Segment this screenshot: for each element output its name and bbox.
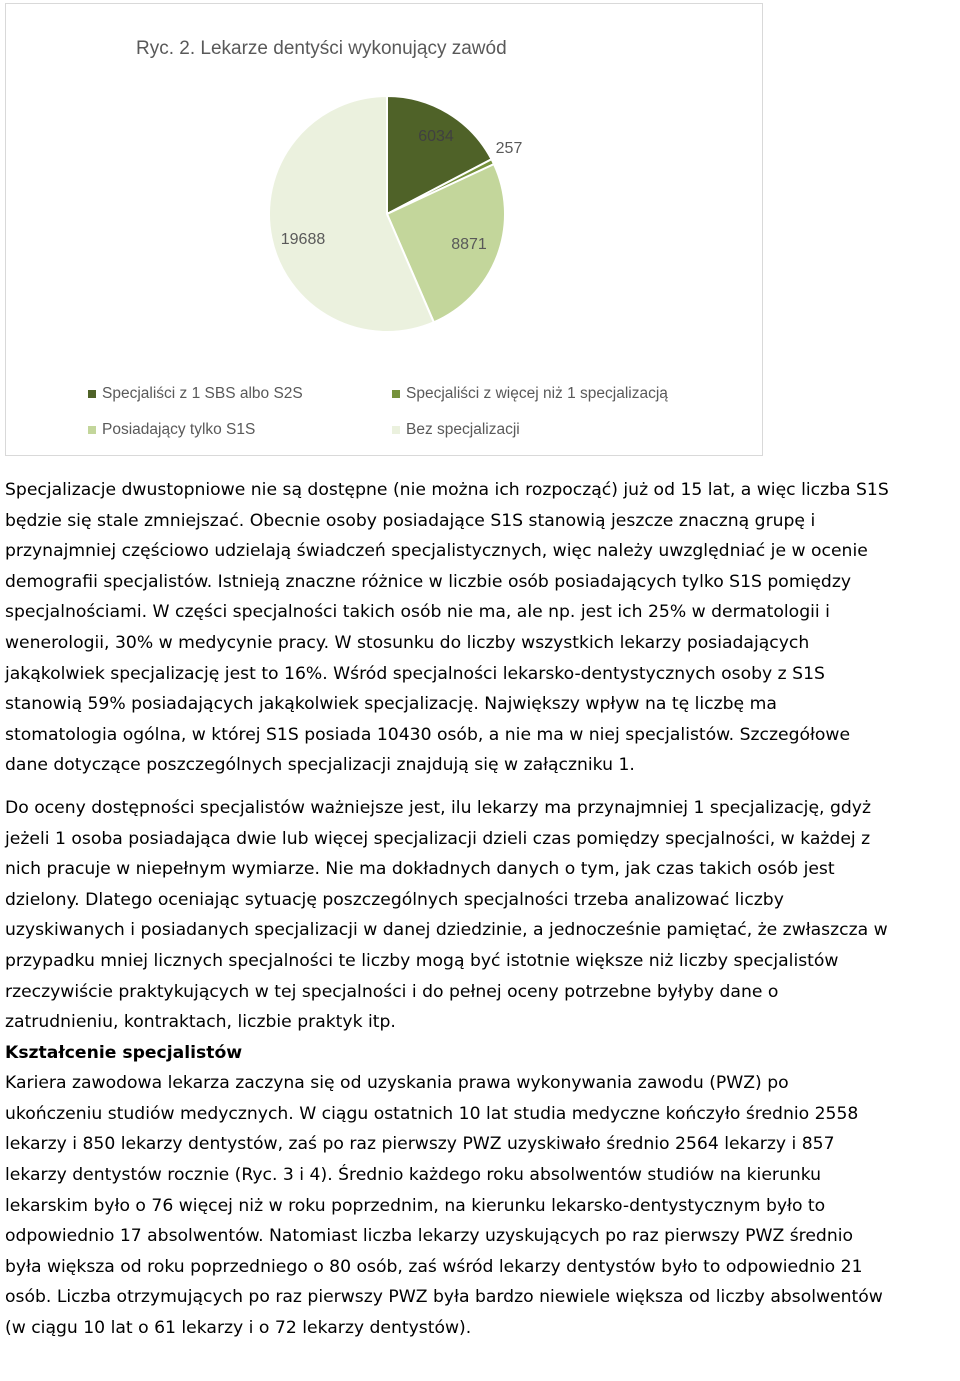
legend-swatch-2 bbox=[392, 390, 400, 398]
document-body bbox=[5, 475, 960, 1344]
legend-item-3 bbox=[88, 421, 255, 439]
pie-data-label-1: 6034 bbox=[418, 128, 454, 145]
legend-item-2 bbox=[392, 385, 668, 403]
pie-data-label-4: 19688 bbox=[280, 231, 326, 248]
section-heading: Kształcenie specjalistów bbox=[5, 1042, 243, 1063]
legend-item-1 bbox=[88, 385, 303, 403]
legend-item-4 bbox=[392, 421, 520, 439]
legend-swatch-4 bbox=[392, 426, 400, 434]
paragraph-kariera: Kariera zawodowa lekarza zaczyna się od uzyskania prawa wykonywania zawodu (PWZ) po ukończeniu studiów medycznych. W ciągu ostatnich 10 lat studia medyczne kończyło średnio 2558 lekarzy i 850 lekarzy dentystów, zaś po raz pierwszy PWZ uzyskiwało średnio 2564 lekarzy i 857 lekarzy dentystów rocznie (Ryc. 3 i 4). Średnio każdego roku absolwentów studiów na kierunku lekarskim było o 76 więcej niż w roku poprzednim, na kierunku lekarsko-dentystycznym było to odpowiednio 17 absolwentów. Natomiast liczba lekarzy uzyskujących po raz pierwszy PWZ średnio była większa od roku poprzedniego o 80 osób, zaś wśród lekarzy dentystów było to odpowiednio 21 osób. Liczba otrzymujących po raz pierwszy PWZ była bardzo niewiele większa od liczby absolwentów (w ciągu 10 lat o 61 lekarzy i o 72 lekarzy dentystów). bbox=[5, 1073, 883, 1339]
pie-data-label-3: 8871 bbox=[451, 236, 487, 253]
legend-label-1: Specjaliści z 1 SBS albo S2S bbox=[102, 385, 303, 402]
legend-label-2: Specjaliści z więcej niż 1 specjalizacją bbox=[406, 385, 668, 402]
pie-data-label-2: 257 bbox=[495, 140, 523, 157]
legend-label-4: Bez specjalizacji bbox=[406, 421, 520, 438]
legend-swatch-3 bbox=[88, 426, 96, 434]
chart-title: Ryc. 2. Lekarze dentyści wykonujący zawód bbox=[136, 38, 507, 59]
legend-label-3: Posiadający tylko S1S bbox=[102, 421, 256, 438]
chart-frame bbox=[5, 3, 763, 456]
legend-swatch-1 bbox=[88, 390, 96, 398]
paragraph-dostepnosc: Do oceny dostępności specjalistów ważniejsze jest, ilu lekarzy ma przynajmniej 1 specjalizację, gdyż jeżeli 1 osoba posiadająca dwie lub więcej specjalizacji dzieli czas pomiędzy specjalności, w każdej z nich pracuje w niepełnym wymiarze. Nie ma dokładnych danych o tym, jak czas takich osób jest dzielony. Dlatego oceniając sytuację poszczególnych specjalności trzeba analizować liczby uzyskiwanych i posiadanych specjalizacji w danej dziedzinie, a jednocześnie pamiętać, że zwłaszcza w przypadku mniej licznych specjalności te liczby mogą być istotnie większe niż liczby specjalistów rzeczywiście praktykujących w tej specjalności i do pełnej oceny potrzebne byłyby dane o zatrudnieniu, kontraktach, liczbie praktyk itp. bbox=[5, 797, 888, 1033]
paragraph-specjalizacje: Specjalizacje dwustopniowe nie są dostępne (nie można ich rozpocząć) już od 15 lat, a więc liczba S1S będzie się stale zmniejszać. Obecnie osoby posiadające S1S stanowią jeszcze znaczną grupę i przynajmniej częściowo udzielają świadczeń specjalistycznych, więc należy uwzględniać je w ocenie demografii specjalistów. Istnieją znaczne różnice w liczbie osób posiadających tylko S1S pomiędzy specjalnościami. W części specjalności takich osób nie ma, ale np. jest ich 25% w dermatologii i wenerologii, 30% w medycynie pracy. W stosunku do liczby wszystkich lekarzy posiadających jakąkolwiek specjalizację jest to 16%. Wśród specjalności lekarsko-dentystycznych osoby z S1S stanowią 59% posiadających jakąkolwiek specjalizację. Największy wpływ na tę liczbę ma stomatologia ogólna, w której S1S posiada 10430 osób, a nie ma w niej specjalistów. Szczegółowe dane dotyczące poszczególnych specjalizacji znajdują się w załączniku 1. bbox=[5, 480, 889, 776]
